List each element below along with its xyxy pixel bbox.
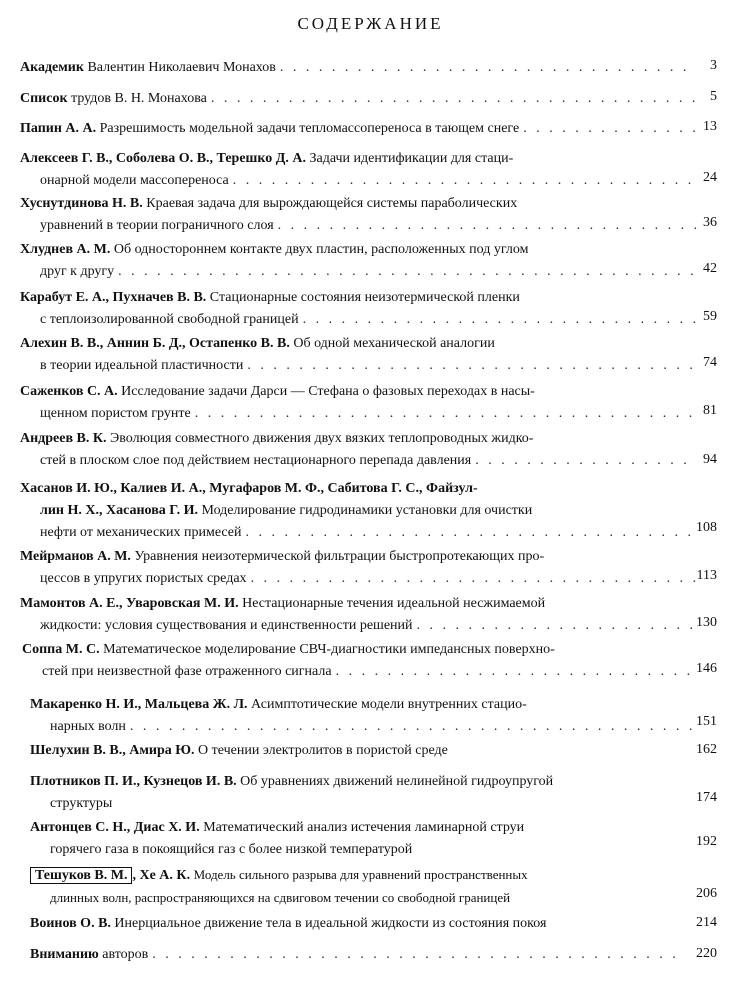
entry-authors-line1: Хасанов И. Ю., Калиев И. А., Мугафаров М. Ф., Сабитова Г. С., Файзул- [20,481,478,496]
leader-dots [303,309,696,331]
entry-authors: Алехин В. В., Аннин Б. Д., Остапенко В. В. [20,336,290,351]
page-number: 3 [710,58,717,73]
entry-title-line2: в теории идеальной пластичности [40,358,244,373]
toc-entry [30,817,702,861]
toc-entry [20,287,700,331]
leader-dots [475,450,696,472]
page-number: 174 [696,790,717,805]
entry-authors: Мейрманов А. М. [20,549,131,564]
leader-dots [130,716,698,738]
page-number: 162 [696,742,717,757]
toc-entry [20,593,700,637]
leader-dots [247,355,696,377]
page-number: 146 [696,661,717,676]
entry-title-line2: стей в плоском слое под действием нестационарного перепада давления [40,453,472,468]
toc-entry [30,913,710,935]
toc-entry [20,193,700,237]
entry-title-line1: Об одной механической аналогии [293,336,495,351]
page-number: 108 [696,520,717,535]
leader-dots [251,568,696,590]
entry-title-line1: Стационарные состояния неизотермической пленки [209,290,520,305]
toc-entry [30,740,710,762]
entry-title: трудов В. Н. Монахова [71,91,207,106]
entry-authors: Антонцев С. Н., Диас Х. И. [30,820,200,835]
entry-title-line2: стей при неизвестной фазе отраженного сигнала [42,664,332,679]
leader-dots [278,215,696,237]
boxed-author: Тешуков В. М. [30,867,132,884]
leader-dots [280,57,696,79]
entry-title-line1: Асимптотические модели внутренних стацио- [251,697,527,712]
entry-authors: Саженков С. А. [20,384,118,399]
entry-title-line2: нарных волн [50,719,126,734]
entry-authors: Хлуднев А. М. [20,242,111,257]
leader-dots [336,661,698,683]
entry-title-line1: Нестационарные течения идеальной несжимаемой [242,596,546,611]
leader-dots [152,944,678,966]
leader-dots [233,170,696,192]
leader-dots [118,261,696,283]
page-number: 113 [696,568,717,583]
entry-title-line2: щенном пористом грунте [40,406,191,421]
entry-authors: , Хе А. К. [132,868,191,883]
page-number: 192 [696,834,717,849]
toc-entry [20,239,700,283]
entry-authors: Андреев В. К. [20,431,107,446]
entry-title-line1: Об одностороннем контакте двух пластин, расположенных под углом [113,242,529,257]
entry-title-line1: Эволюция совместного движения двух вязких теплопроводных жидко- [110,431,534,446]
page-number: 5 [710,89,717,104]
entry-title-line1: Математическое моделирование СВЧ-диагностики импедансных поверхно- [103,642,555,657]
entry-title-line2: жидкости: условия существования и единственности решений [40,618,413,633]
entry-title-line1: Об уравнениях движений нелинейной гидроупругой [240,774,554,789]
page-number: 130 [696,615,717,630]
entry-authors: Плотников П. И., Кузнецов И. В. [30,774,237,789]
entry-title: авторов [102,947,149,962]
page-number: 13 [703,119,717,134]
toc-entry [20,118,700,140]
leader-dots [246,522,696,544]
toc-entry [20,57,700,79]
toc-entry [20,148,700,192]
entry-authors-line2: лин Н. Х., Хасанова Г. И. [40,503,198,518]
entry-title: Разрешимость модельной задачи тепломассопереноса в тающем снеге [99,121,520,136]
page-number: 206 [696,886,717,901]
entry-authors: Список [20,91,68,106]
toc-entry [30,944,682,966]
entry-title-line2: нефти от механических примесей [40,525,242,540]
page-number: 59 [703,309,717,324]
leader-dots [523,118,696,140]
toc-entry [20,478,700,544]
entry-authors: Академик [20,60,84,75]
entry-authors: Вниманию [30,947,99,962]
entry-authors: Папин А. А. [20,121,97,136]
toc-entry [30,694,702,738]
entry-title-line2: с теплоизолированной свободной границей [40,312,299,327]
page-title: СОДЕРЖАНИЕ [297,14,444,33]
page-number: 214 [696,915,717,930]
entry-title-line2: уравнений в теории пограничного слоя [40,218,274,233]
page-number: 151 [696,714,717,729]
toc-entry [20,381,700,425]
toc-entry [20,333,700,377]
entry-title-line1: Математический анализ истечения ламинарной струи [203,820,525,835]
entry-title-line1: Моделирование гидродинамики установки для очистки [201,503,533,518]
leader-dots [417,615,696,637]
entry-authors: Макаренко Н. И., Мальцева Ж. Л. [30,697,248,712]
page-number: 81 [703,403,717,418]
entry-title: О течении электролитов в пористой среде [198,743,448,758]
entry-title-line1: Исследование задачи Дарси — Стефана о фазовых переходах в насы- [121,384,535,399]
toc-entry [30,771,702,815]
entry-title: Валентин Николаевич Монахов [87,60,276,75]
page-number: 36 [703,215,717,230]
page-number: 220 [696,946,717,961]
entry-title: Инерциальное движение тела в идеальной жидкости из состояния покоя [114,916,547,931]
entry-title-line1: Уравнения неизотермической фильтрации быстропротекающих про- [134,549,545,564]
entry-title-line2: горячего газа в покоящийся газ с более низкой температурой [50,842,413,857]
entry-authors: Соппа М. С. [22,642,100,657]
entry-authors: Хуснутдинова Н. В. [20,196,143,211]
entry-title-line2: цессов в упругих пористых средах [40,571,247,586]
page-number: 74 [703,355,717,370]
toc-entry [20,88,700,110]
entry-title-line1: Модель сильного разрыва для уравнений пространственных [193,867,528,882]
entry-title-line2: друг к другу [40,264,115,279]
leader-dots [211,88,696,110]
entry-authors: Воинов О. В. [30,916,111,931]
page-number: 94 [703,452,717,467]
entry-authors: Алексеев Г. В., Соболева О. В., Терешко Д. А. [20,151,306,166]
entry-authors: Мамонтов А. Е., Уваровская М. И. [20,596,239,611]
entry-title-line2: онарной модели массопереноса [40,173,229,188]
entry-title-line1: Краевая задача для вырождающейся системы параболических [146,196,518,211]
page-number: 42 [703,261,717,276]
page-number: 24 [703,170,717,185]
toc-entry [22,639,702,683]
entry-authors: Шелухин В. В., Амира Ю. [30,743,195,758]
entry-title-line2: длинных волн, распространяющихся на сдвиговом течении со свободной границей [50,890,511,905]
toc-entry [20,546,700,590]
toc-entry [30,864,702,909]
entry-authors: Карабут Е. А., Пухначев В. В. [20,290,207,305]
entry-title-line1: Задачи идентификации для стаци- [309,151,514,166]
toc-entry [20,428,700,472]
entry-title-line2: структуры [50,796,113,811]
leader-dots [195,403,696,425]
